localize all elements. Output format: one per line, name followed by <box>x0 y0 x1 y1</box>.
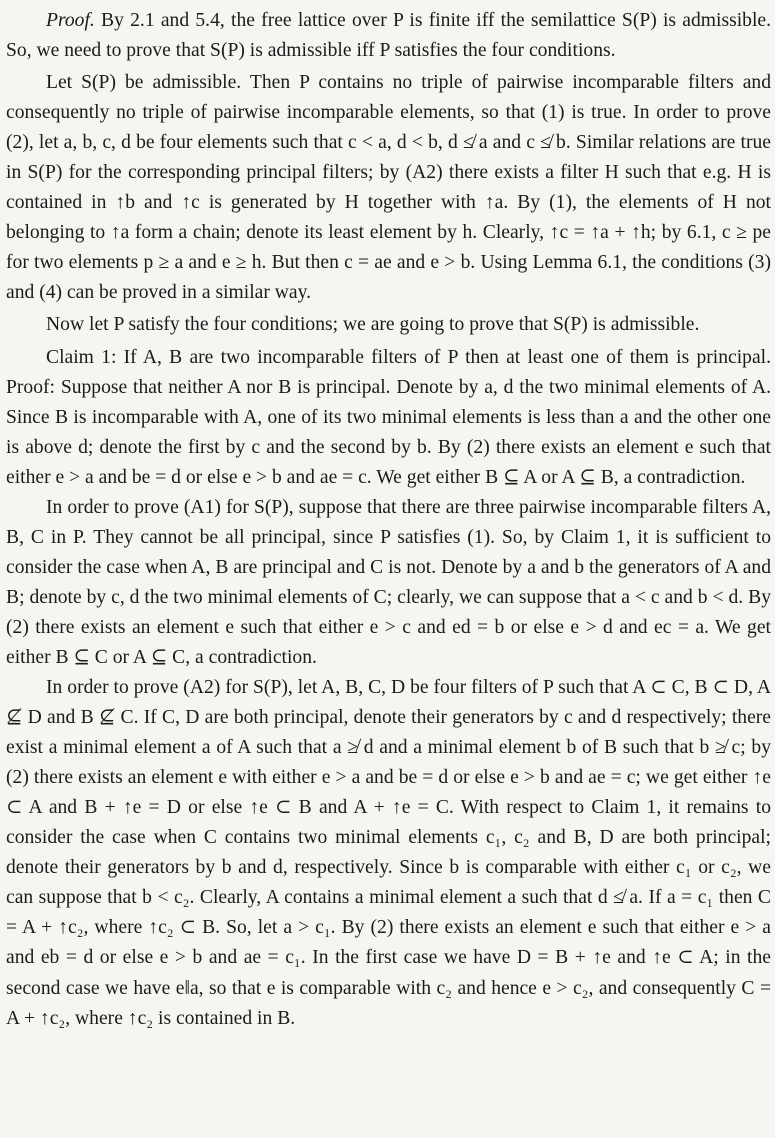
paragraph-text: Now let P satisfy the four conditions; we are going to prove that S(P) is admissible. <box>46 314 700 336</box>
proof-paragraph-3 <box>6 310 771 340</box>
claim-1-paragraph <box>6 343 771 493</box>
paragraph-text: By 2.1 and 5.4, the free lattice over P is finite iff the semilattice S(P) is admissible. So, we need to prove that S(P) is admissible iff P satisfies the four conditions. <box>6 10 771 62</box>
a1-proof-paragraph <box>6 493 771 673</box>
a2-proof-paragraph <box>6 673 771 1034</box>
paragraph-text: In order to prove (A2) for S(P), let A, B, C, D be four filters of P such that A ⊂ C, B ⊂ D, A ⊈ D and B ⊈ C. If C, D are both principal, denote their generators by c and d respectively; there exist a minimal element a of A such that a ≱ d and a minimal element b of B such that b ≱ c; by (2) there exists an element e with either e > a and be = d or else e > b and ae = c; we get either ↑e ⊂ A and B + ↑e = D or else ↑e ⊂ B and A + ↑e = C. With respect to Claim 1, it remains to consider the case when C contains two minimal elements c₁, c₂ and B, D are both principal; denote their generators by b and d, respectively. Since b is comparable with either c₁ or c₂, we can suppose that b < c₂. Clearly, A contains a minimal element a such that d ≰ a. If a = c₁ then C = A + ↑c₂, where ↑c₂ ⊂ B. So, let a > c₁. By (2) there exists an element e such that either e > a and eb = d or else e > b and ae = c₁. In the first case we have D = B + ↑e and ↑e ⊂ A; in the second case we have e‖a, so that e is comparable with c₂ and hence e > c₂, and consequently C = A + ↑c₂, where ↑c₂ is contained in B. <box>6 677 771 1029</box>
paragraph-text: Claim 1: If A, B are two incomparable filters of P then at least one of them is principal. Proof: Suppose that neither A nor B is principal. Denote by a, d the two minimal elements of A. Since B is incomparable with A, one of its two minimal elements is less than a and the other one is above d; denote the first by c and the second by b. By (2) there exists an element e such that either e > a and be = d or else e > b and ae = c. We get either B ⊆ A or A ⊆ B, a contradiction. <box>6 346 771 488</box>
proof-label: Proof. <box>46 10 95 31</box>
proof-paragraph-1 <box>6 6 771 66</box>
proof-paragraph-2 <box>6 68 771 308</box>
paragraph-text: In order to prove (A1) for S(P), suppose that there are three pairwise incomparable filters A, B, C in P. They cannot be all principal, since P satisfies (1). So, by Claim 1, it is sufficient to consider the case when A, B are principal and C is not. Denote by a and b the generators of A and B; denote by c, d the two minimal elements of C; clearly, we can suppose that a < c and b < d. By (2) there exists an element e such that either e > c and ed = b or else e > d and ec = a. We get either B ⊆ C or A ⊆ C, a contradiction. <box>6 496 771 668</box>
paragraph-text: Let S(P) be admissible. Then P contains no triple of pairwise incomparable filters and consequently no triple of pairwise incomparable elements, so that (1) is true. In order to prove (2), let a, b, c, d be four elements such that c < a, d < b, d ≰ a and c ≰ b. Similar relations are true in S(P) for the corresponding principal filters; by (A2) there exists a filter H such that e.g. H is contained in ↑b and ↑c is generated by H together with ↑a. By (1), the elements of H not belonging to ↑a form a chain; denote its least element by h. Clearly, ↑c = ↑a + ↑h; by 6.1, c ≥ pe for two elements p ≥ a and e ≥ h. But then c = ae and e > b. Using Lemma 6.1, the conditions (3) and (4) can be proved in a similar way. <box>6 72 771 304</box>
